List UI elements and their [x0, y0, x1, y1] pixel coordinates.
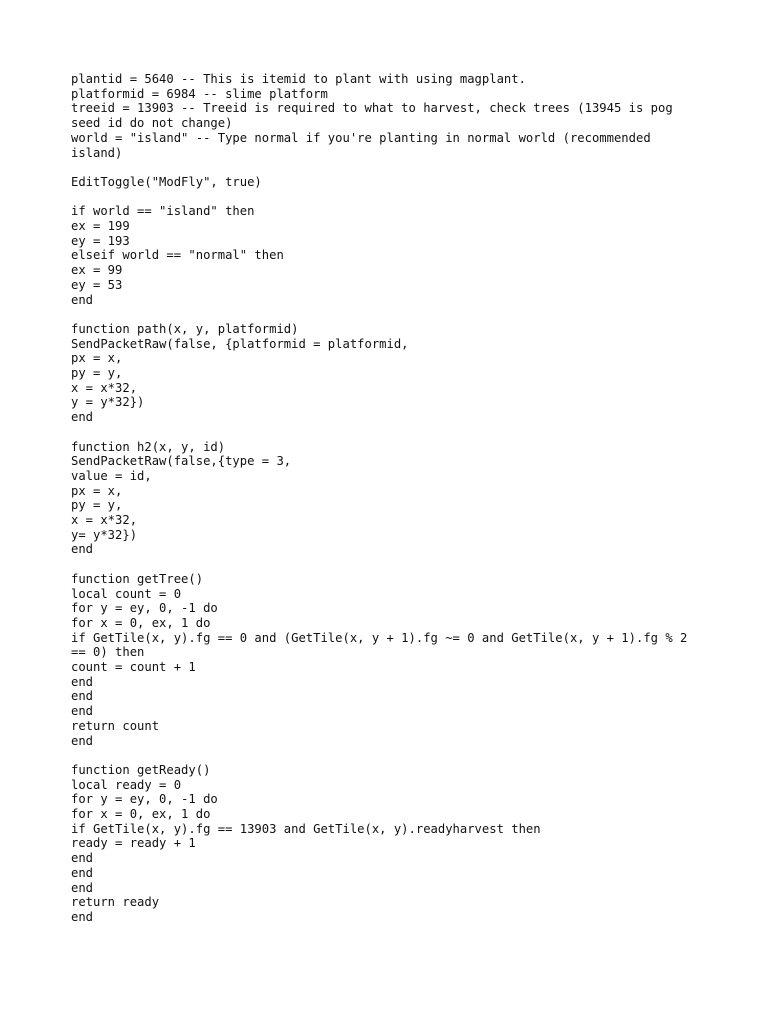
code-line: ey = 53 [71, 277, 123, 292]
code-line: for x = 0, ex, 1 do [71, 615, 211, 630]
code-line: end [71, 909, 94, 924]
code-line: if world == "island" then [71, 204, 255, 219]
code-line: ey = 193 [71, 233, 130, 248]
world-size-block [71, 204, 701, 307]
code-line: local ready = 0 [71, 777, 182, 792]
code-line: plantid = 5640 -- This is itemid to plant with using magplant. [71, 72, 526, 86]
code-line: EditToggle("ModFly", true) [71, 174, 262, 189]
code-listing [71, 72, 701, 939]
code-line: end [71, 865, 94, 880]
code-line: if GetTile(x, y).fg == 13903 and GetTile(x, y).readyharvest then [71, 821, 541, 836]
code-line: count = count + 1 [71, 660, 196, 675]
code-line: py = y, [71, 498, 123, 513]
code-line: px = x, [71, 483, 123, 498]
code-line: for y = ey, 0, -1 do [71, 792, 218, 807]
code-line: local count = 0 [71, 586, 182, 601]
code-line: end [71, 674, 94, 689]
getready-function-block [71, 763, 701, 925]
gettree-function-block [71, 572, 701, 748]
code-line: value = id, [71, 468, 152, 483]
code-line: end [71, 542, 94, 557]
code-line: function h2(x, y, id) [71, 439, 226, 454]
code-line: return count [71, 718, 160, 733]
code-line: ex = 199 [71, 219, 130, 233]
code-line: platformid = 6984 -- slime platform [71, 86, 328, 101]
code-line: treeid = 13903 -- Treeid is required to what to harvest, check trees (13945 is pog seed id do not change) [71, 101, 681, 131]
code-line: ex = 99 [71, 263, 123, 278]
code-line: elseif world == "normal" then [71, 248, 284, 263]
code-line: py = y, [71, 366, 123, 381]
code-line: SendPacketRaw(false, {platformid = platformid, [71, 336, 409, 351]
path-function-block [71, 322, 701, 425]
code-line: function path(x, y, platformid) [71, 321, 299, 336]
code-line: x = x*32, [71, 380, 138, 395]
code-line: end [71, 689, 94, 704]
code-line: end [71, 880, 94, 895]
config-block [71, 72, 701, 160]
code-line: function getTree() [71, 571, 204, 586]
modfly-block [71, 175, 701, 190]
code-line: world = "island" -- Type normal if you're planting in normal world (recommended island) [71, 130, 659, 160]
code-line: end [71, 704, 94, 719]
code-line: function getReady() [71, 762, 211, 777]
code-line: if GetTile(x, y).fg == 0 and (GetTile(x, y + 1).fg ~= 0 and GetTile(x, y + 1).fg % 2 == 0) then [71, 630, 695, 660]
code-line: end [71, 851, 94, 866]
code-line: for x = 0, ex, 1 do [71, 807, 211, 822]
code-line: SendPacketRaw(false,{type = 3, [71, 454, 292, 469]
code-line: y = y*32}) [71, 395, 145, 410]
code-line: for y = ey, 0, -1 do [71, 601, 218, 616]
code-line: px = x, [71, 351, 123, 366]
code-line: end [71, 410, 94, 425]
code-line: ready = ready + 1 [71, 836, 196, 851]
code-line: end [71, 733, 94, 748]
h2-function-block [71, 440, 701, 558]
code-line: return ready [71, 895, 160, 910]
code-line: y= y*32}) [71, 527, 138, 542]
code-line: end [71, 292, 94, 307]
code-line: x = x*32, [71, 513, 138, 528]
